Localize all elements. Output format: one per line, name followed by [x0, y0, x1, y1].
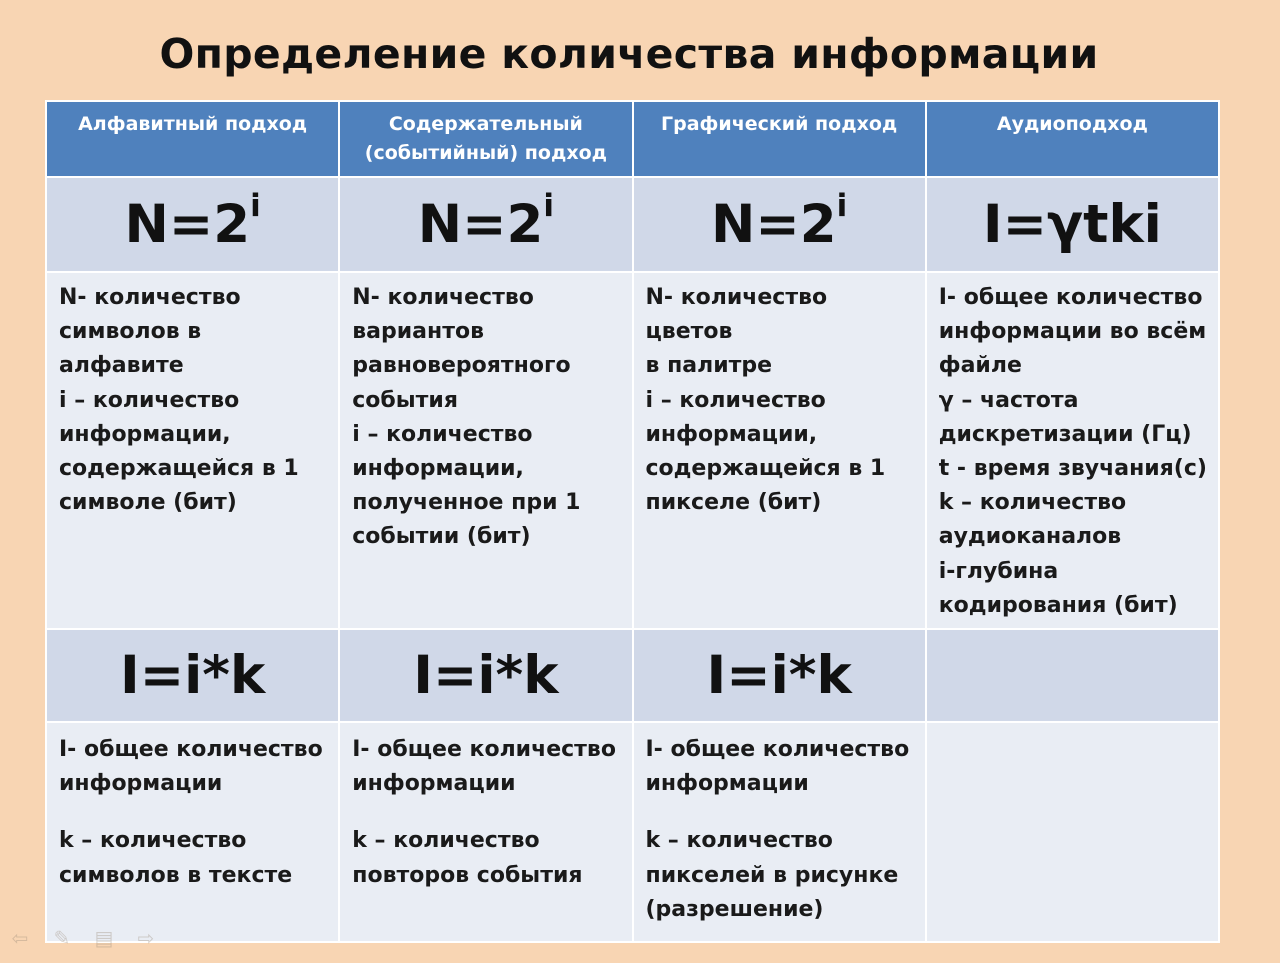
header-graphic: Графический подход [633, 101, 926, 177]
formula-row-2 [46, 629, 1219, 722]
description-cell: N- количество символов в алфавите i – количество информации, содержащейся в 1 символе (бит) [46, 272, 339, 629]
description-cell: N- количество вариантов равновероятного события i – количество информации, полученное при 1 событии (бит) [339, 272, 632, 629]
formula-cell: I=i*k [633, 629, 926, 722]
description-cell: N- количество цветов в палитре i – количество информации, содержащейся в 1 пикселе (бит) [633, 272, 926, 629]
formula-cell-empty [926, 629, 1219, 722]
description-cell-empty [926, 722, 1219, 942]
header-alphabetic: Алфавитный подход [46, 101, 339, 177]
next-arrow-icon[interactable]: ⇨ [137, 926, 155, 950]
pen-icon[interactable]: ✎ [53, 926, 71, 950]
slide-title: Определение количества информации [159, 30, 1099, 78]
comparison-table [45, 100, 1220, 943]
description-row-1 [46, 272, 1219, 629]
formula-cell: $N=2^i$ [46, 177, 339, 272]
prev-arrow-icon[interactable]: ⇦ [11, 926, 29, 950]
formula-cell: I=γtki [926, 177, 1219, 272]
description-cell: I- общее количество информации k – количество символов в тексте [46, 722, 339, 942]
description-cell: I- общее количество информации k – количество пикселей в рисунке (разрешение) [633, 722, 926, 942]
header-row [46, 101, 1219, 177]
menu-icon[interactable]: ▤ [94, 926, 114, 950]
description-cell: I- общее количество информации k – количество повторов события [339, 722, 632, 942]
formula-row-1 [46, 177, 1219, 272]
slide-nav-bar [4, 926, 162, 950]
formula-cell: $N=2^i$ [633, 177, 926, 272]
description-cell: I- общее количество информации во всём файле γ – частота дискретизации (Гц) t - время звучания(с) k – количество аудиоканалов i-глубина кодирования (бит) [926, 272, 1219, 629]
description-row-2 [46, 722, 1219, 942]
header-content: Содержательный (событийный) подход [339, 101, 632, 177]
formula-cell: I=i*k [339, 629, 632, 722]
formula-cell: I=i*k [46, 629, 339, 722]
formula-cell: $N=2^i$ [339, 177, 632, 272]
header-audio: Аудиоподход [926, 101, 1219, 177]
